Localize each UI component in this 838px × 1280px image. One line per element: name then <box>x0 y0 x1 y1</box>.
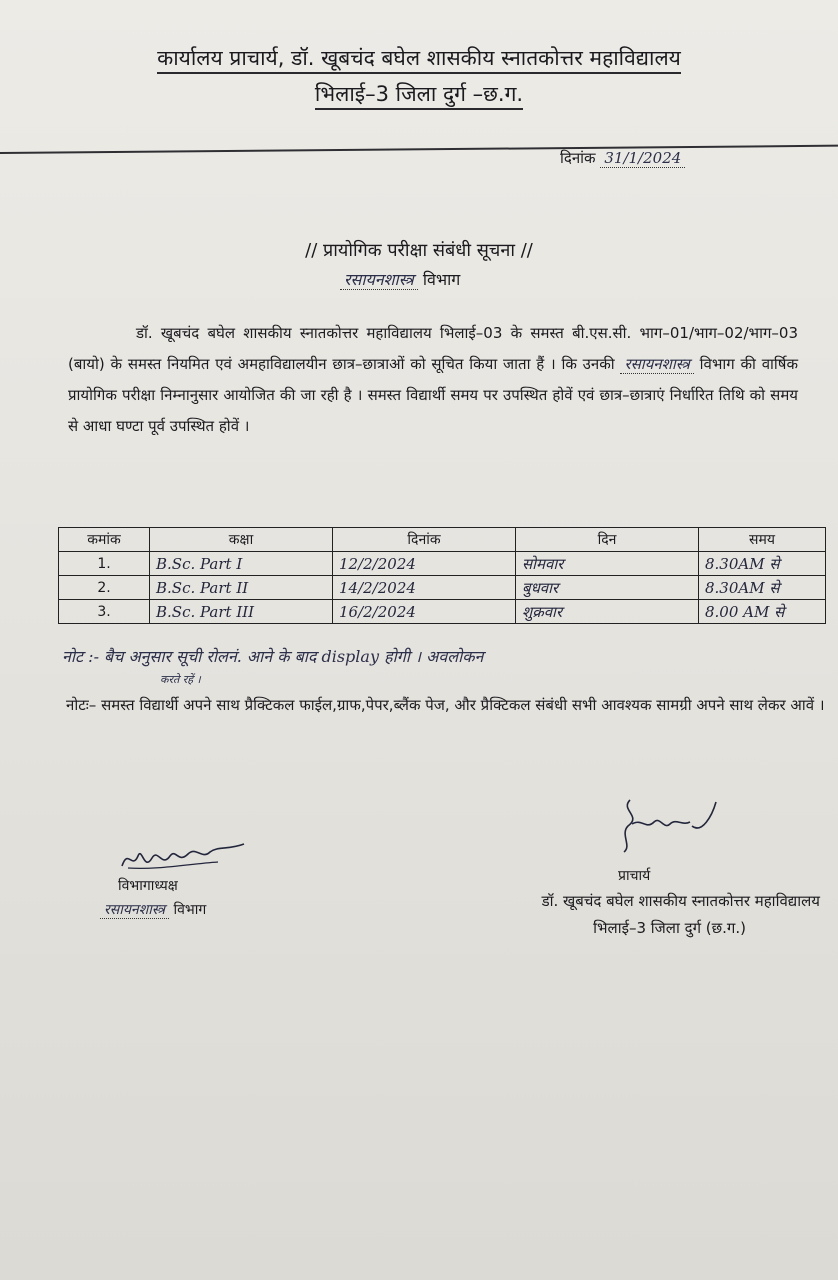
notice-body <box>68 318 798 442</box>
cell-date: 14/2/2024 <box>333 576 516 600</box>
cell-serial: 3. <box>59 600 150 624</box>
hod-label: विभागाध्यक्ष <box>118 878 178 894</box>
handwritten-note-continued: करते रहें । <box>160 673 201 686</box>
cell-time: 8.00 AM से <box>699 600 826 624</box>
handwritten-note: नोट :- बैच अनुसार सूची रोलनं. आने के बाद display होगी । अवलोकन <box>62 647 484 666</box>
hod-signature <box>118 838 248 878</box>
table-header-row <box>59 528 826 552</box>
principal-college: डॉ. खूबचंद बघेल शासकीय स्नातकोत्तर महाविद्यालय <box>541 892 820 910</box>
cell-class: B.Sc. Part II <box>150 576 333 600</box>
office-header-line1: कार्यालय प्राचार्य, डॉ. खूबचंद बघेल शासकीय स्नातकोत्तर महाविद्यालय <box>157 46 681 74</box>
col-header-class: कक्षा <box>150 528 333 552</box>
table-row <box>59 576 826 600</box>
cell-serial: 1. <box>59 552 150 576</box>
hod-department-label: विभाग <box>173 902 207 918</box>
col-header-date: दिनांक <box>333 528 516 552</box>
date-value: 31/1/2024 <box>600 149 685 168</box>
col-header-day: दिन <box>516 528 699 552</box>
notice-body-part2: विभाग की वार्षिक प्रायोगिक परीक्षा निम्नानुसार आयोजित की जा रही है । समस्त विद्यार्थी समय पर उपस्थित होवें एवं छात्र–छात्राएं निर्धारित तिथि को समय से आधा घण्टा पूर्व उपस्थित होवें । <box>68 355 798 435</box>
notice-department <box>340 268 460 290</box>
cell-date: 12/2/2024 <box>333 552 516 576</box>
notice-title: // प्रायोगिक परीक्षा संबंधी सूचना // <box>305 240 533 261</box>
exam-schedule-table <box>58 527 826 624</box>
notice-body-part1: डॉ. खूबचंद बघेल शासकीय स्नातकोत्तर महाविद्यालय भिलाई–03 के समस्त बी.एस.सी. भाग–01/भाग–02/भाग–03 (बायो) के समस्त नियमित एवं अमहाविद्यालयीन छात्र–छात्राओं को सूचित किया जाता हैं । कि उनकी <box>68 324 798 373</box>
hod-department-handwritten: रसायनशास्त्र <box>100 902 169 919</box>
cell-class: B.Sc. Part I <box>150 552 333 576</box>
notice-body-department: रसायनशास्त्र <box>620 355 693 374</box>
date-label: दिनांक <box>560 149 596 167</box>
cell-time: 8.30AM से <box>699 552 826 576</box>
office-address <box>0 80 838 108</box>
cell-day: बुधवार <box>516 576 699 600</box>
cell-day: सोमवार <box>516 552 699 576</box>
department-label: विभाग <box>422 270 461 289</box>
office-header-line2: भिलाई–3 जिला दुर्ग –छ.ग. <box>315 82 523 110</box>
principal-signature <box>612 796 722 856</box>
department-handwritten: रसायनशास्त्र <box>340 270 418 290</box>
hod-department <box>100 900 206 919</box>
cell-time: 8.30AM से <box>699 576 826 600</box>
table-row <box>59 600 826 624</box>
cell-class: B.Sc. Part III <box>150 600 333 624</box>
principal-label: प्राचार्य <box>618 868 651 884</box>
header-divider <box>0 145 838 154</box>
office-header <box>0 44 838 72</box>
col-header-serial: कमांक <box>59 528 150 552</box>
col-header-time: समय <box>699 528 826 552</box>
cell-date: 16/2/2024 <box>333 600 516 624</box>
table-row <box>59 552 826 576</box>
instructions-note: नोटः– समस्त विद्यार्थी अपने साथ प्रैक्टिकल फाईल,ग्राफ,पेपर,ब्लैंक पेज, और प्रैक्टिकल संबंधी सभी आवश्यक सामग्री अपने साथ लेकर आवें । <box>66 696 825 714</box>
cell-day: शुक्रवार <box>516 600 699 624</box>
cell-serial: 2. <box>59 576 150 600</box>
principal-address: भिलाई–3 जिला दुर्ग (छ.ग.) <box>593 919 746 937</box>
date-field <box>560 148 685 168</box>
